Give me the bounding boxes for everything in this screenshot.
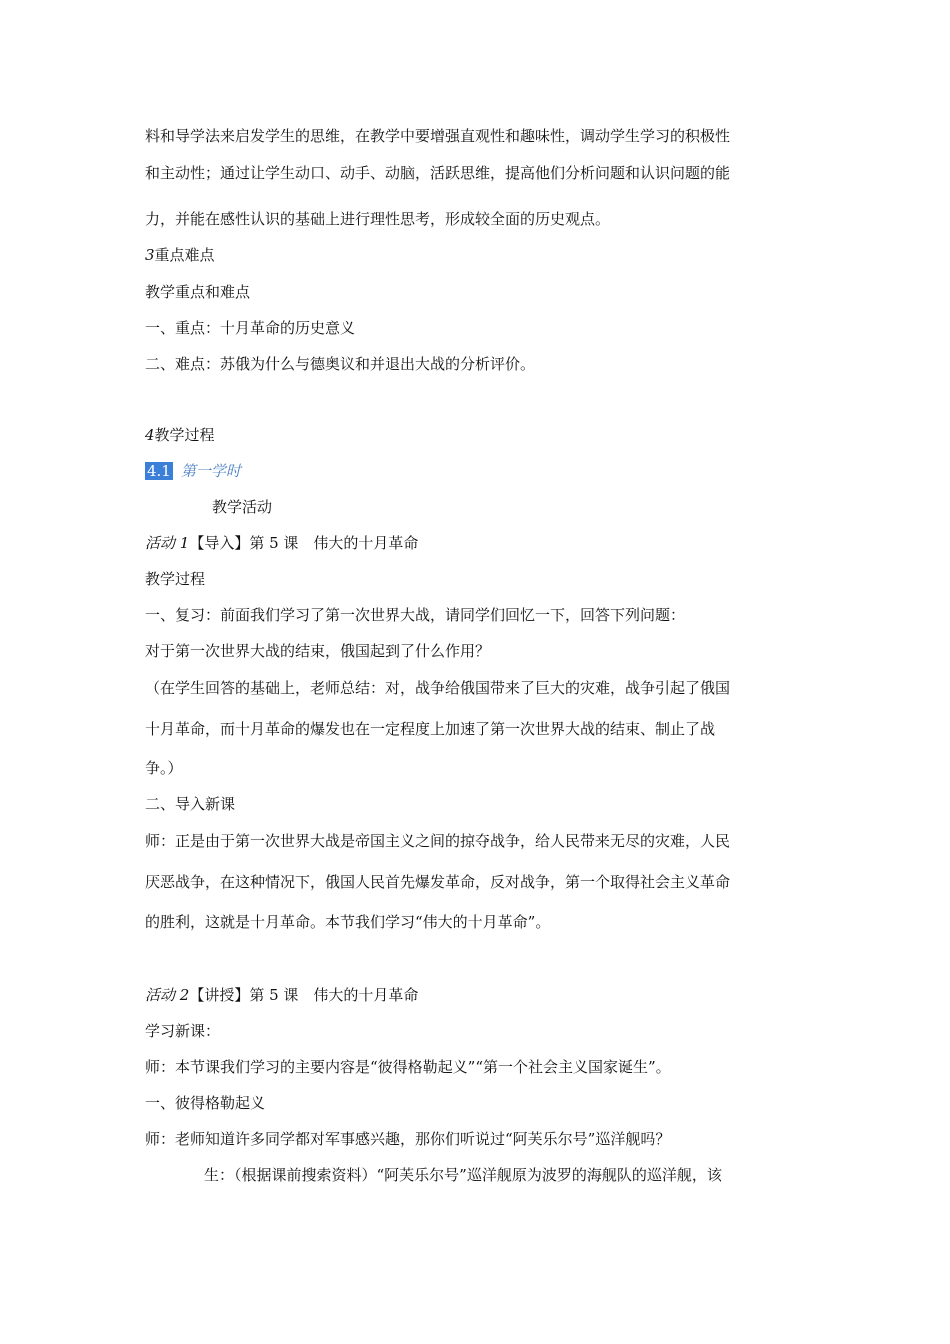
paragraph-line: 厌恶战争，在这种情况下，俄国人民首先爆发革命，反对战争，第一个取得社会主义革命: [145, 873, 731, 891]
paragraph-line: 和主动性；通过让学生动口、动手、动脑，活跃思维，提高他们分析问题和认识问题的能: [145, 164, 731, 182]
section-number: 3: [145, 246, 155, 264]
activity-title: 【讲授】第 5 课 伟大的十月革命: [189, 986, 419, 1004]
subsection-title: 第一学时: [180, 462, 241, 480]
paragraph-line: 学习新课：: [145, 1022, 221, 1040]
activity-label: 活动 2: [145, 986, 190, 1004]
paragraph-line: 教学重点和难点: [145, 283, 251, 301]
activity-label: 活动 1: [145, 534, 190, 552]
activity-heading-2: [145, 984, 418, 1006]
paragraph-line: 的胜利，这就是十月革命。本节我们学习“伟大的十月革命”。: [145, 913, 551, 931]
section-title: 重点难点: [154, 246, 215, 264]
paragraph-line: 二、导入新课: [145, 795, 236, 813]
paragraph-line: 师：老师知道许多同学都对军事感兴趣，那你们听说过“阿芙乐尔号”巡洋舰吗？: [145, 1130, 671, 1148]
paragraph-line: 生：（根据课前搜索资料）“阿芙乐尔号”巡洋舰原为波罗的海舰队的巡洋舰，该: [204, 1166, 722, 1184]
paragraph-line: 争。）: [145, 759, 183, 777]
paragraph-line: 料和导学法来启发学生的思维，在教学中要增强直观性和趣味性，调动学生学习的积极性: [145, 127, 731, 145]
section-number: 4: [145, 426, 155, 444]
paragraph-line: 十月革命，而十月革命的爆发也在一定程度上加速了第一次世界大战的结束、制止了战: [145, 720, 716, 738]
paragraph-line: 师：本节课我们学习的主要内容是“彼得格勒起义”“第一个社会主义国家诞生”。: [145, 1058, 671, 1076]
paragraph-line: 一、复习：前面我们学习了第一次世界大战，请同学们回忆一下，回答下列问题：: [145, 606, 686, 624]
paragraph-line: 对于第一次世界大战的结束，俄国起到了什么作用？: [145, 642, 491, 660]
subsection-heading-4-1[interactable]: [145, 460, 241, 482]
paragraph-line: 师：正是由于第一次世界大战是帝国主义之间的掠夺战争，给人民带来无尽的灾难，人民: [145, 832, 731, 850]
paragraph-line: 力，并能在感性认识的基础上进行理性思考，形成较全面的历史观点。: [145, 210, 611, 228]
section-heading-3: [145, 244, 215, 266]
paragraph-line: 教学活动: [212, 498, 273, 516]
subsection-number-highlight: 4.1: [147, 462, 171, 480]
activity-heading-1: [145, 532, 418, 554]
paragraph-line: 教学过程: [145, 570, 206, 588]
paragraph-line: 一、重点：十月革命的历史意义: [145, 319, 356, 337]
section-title: 教学过程: [154, 426, 215, 444]
paragraph-line: （在学生回答的基础上，老师总结：对，战争给俄国带来了巨大的灾难，战争引起了俄国: [145, 679, 731, 697]
paragraph-line: 二、难点：苏俄为什么与德奥议和并退出大战的分析评价。: [145, 355, 536, 373]
paragraph-line: 一、彼得格勒起义: [145, 1094, 266, 1112]
activity-title: 【导入】第 5 课 伟大的十月革命: [189, 534, 419, 552]
section-heading-4: [145, 424, 215, 446]
